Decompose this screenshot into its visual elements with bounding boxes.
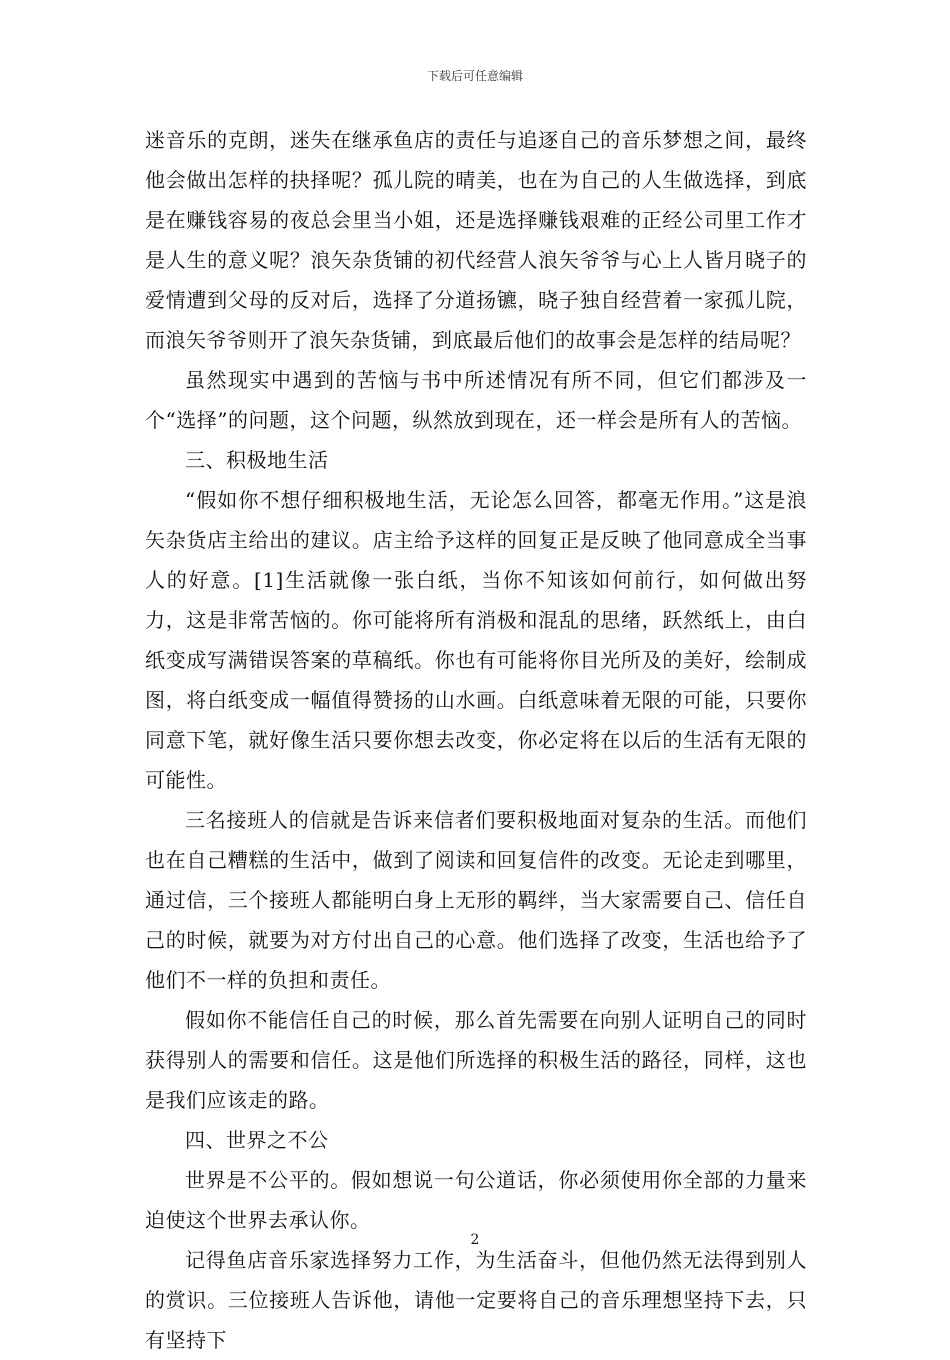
page-number: 2 <box>470 1232 480 1248</box>
paragraph-continuation: 迷音乐的克朗，迷失在继承鱼店的责任与追逐自己的音乐梦想之间，最终他会做出怎样的抉择呢？孤儿院的晴美，也在为自己的人生做选择，到底是在赚钱容易的夜总会里当小姐，还是选择赚钱艰难的正经公司里工作才是人生的意义呢？浪矢杂货铺的初代经营人浪矢爷爷与心上人皆月晓子的爱情遭到父母的反对后，选择了分道扬镳，晓子独自经营着一家孤儿院，而浪矢爷爷则开了浪矢杂货铺，到底最后他们的故事会是怎样的结局呢？ <box>145 128 807 352</box>
paragraph: 世界是不公平的。假如想说一句公道话，你必须使用你全部的力量来迫使这个世界去承认你。 <box>145 1168 807 1232</box>
document-body <box>145 120 807 1360</box>
page-header: 下载后可任意编辑 <box>426 69 523 83</box>
paragraph: “假如你不想仔细积极地生活，无论怎么回答，都毫无作用。”这是浪矢杂货店主给出的建议。店主给予这样的回复正是反映了他同意成全当事人的好意。[1]生活就像一张白纸，当你不知该如何前行，如何做出努力，这是非常苦恼的。你可能将所有消极和混乱的思绪，跃然纸上，由白纸变成写满错误答案的草稿纸。你也有可能将你目光所及的美好，绘制成图，将白纸变成一幅值得赞扬的山水画。白纸意味着无限的可能，只要你同意下笔，就好像生活只要你想去改变，你必定将在以后的生活有无限的可能性。 <box>145 488 807 792</box>
section-heading: 四、世界之不公 <box>185 1128 329 1152</box>
paragraph: 三名接班人的信就是告诉来信者们要积极地面对复杂的生活。而他们也在自己糟糕的生活中，做到了阅读和回复信件的改变。无论走到哪里，通过信，三个接班人都能明白身上无形的羁绊，当大家需要自己、信任自己的时候，就要为对方付出自己的心意。他们选择了改变，生活也给予了他们不一样的负担和责任。 <box>145 808 807 992</box>
paragraph: 虽然现实中遇到的苦恼与书中所述情况有所不同，但它们都涉及一个“选择”的问题，这个问题，纵然放到现在，还一样会是所有人的苦恼。 <box>145 368 807 432</box>
paragraph: 记得鱼店音乐家选择努力工作，为生活奋斗，但他仍然无法得到别人的赏识。三位接班人告诉他，请他一定要将自己的音乐理想坚持下去，只有坚持下 <box>145 1248 807 1352</box>
section-heading: 三、积极地生活 <box>185 448 329 472</box>
paragraph: 假如你不能信任自己的时候，那么首先需要在向别人证明自己的同时获得别人的需要和信任。这是他们所选择的积极生活的路径，同样，这也是我们应该走的路。 <box>145 1008 807 1112</box>
